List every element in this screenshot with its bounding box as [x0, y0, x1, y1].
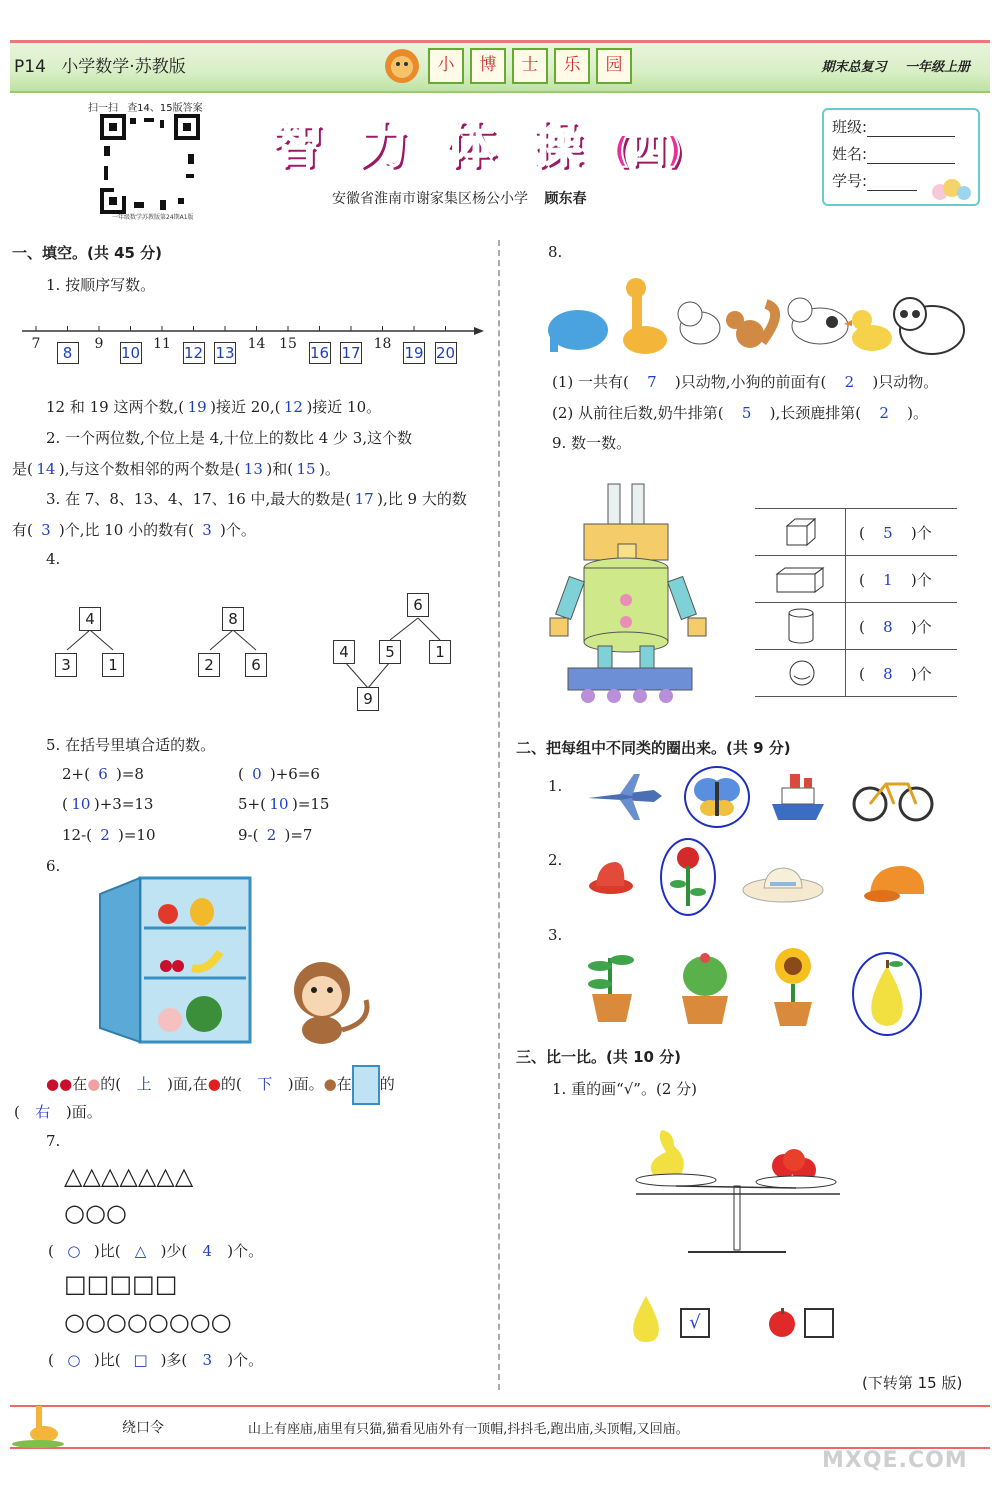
- ship-icon: [768, 766, 828, 824]
- tree1-top: 4: [79, 607, 101, 631]
- unit-4: )个: [910, 665, 932, 683]
- eq-2-b: )+6=6: [269, 765, 320, 783]
- class-label: 班级:: [832, 118, 868, 136]
- page-header-left: [14, 52, 186, 77]
- eq-2: [238, 765, 320, 783]
- name-label: 姓名:: [832, 145, 868, 163]
- eq-5: [62, 826, 156, 844]
- apple-check-box[interactable]: [804, 1308, 834, 1338]
- number-line-answer-box[interactable]: 19: [404, 344, 424, 362]
- eq-6-b: )=7: [284, 826, 313, 844]
- header-tile-3: 士: [512, 48, 548, 84]
- q4-label: 4.: [46, 550, 61, 568]
- potted-plant-icon: [584, 938, 640, 1026]
- eq-5-a: 12-(: [62, 826, 93, 844]
- author-name: 顾东春: [544, 191, 587, 207]
- eq-4-a: 5+(: [238, 795, 266, 813]
- q1b-line: [46, 396, 381, 417]
- q6-text-a: 在: [72, 1075, 88, 1093]
- pear-icon: [854, 954, 920, 1034]
- dog-icon: [678, 302, 720, 344]
- balance-scale-illustration: [634, 1126, 844, 1258]
- continue-note: (下转第 15 版): [862, 1374, 963, 1392]
- tree1-left[interactable]: 3: [55, 653, 77, 677]
- answer-q2-1[interactable]: 14: [36, 460, 56, 478]
- count-row-sphere: [755, 650, 957, 697]
- answer-eq-6[interactable]: 2: [266, 826, 277, 844]
- number-line-label: 7: [31, 336, 41, 352]
- paren-3: (: [859, 618, 865, 636]
- group-3-label: 3.: [548, 926, 563, 944]
- circle-row-8: ○○○○○○○○: [64, 1308, 232, 1336]
- q6-text-c: )面,在: [167, 1075, 208, 1093]
- q3-text-b: ),比 9 大的数: [377, 490, 467, 508]
- animal-deco-icon: [930, 176, 972, 202]
- apple-icon: ●: [207, 1075, 221, 1093]
- q7-line-2: [48, 1349, 263, 1370]
- fridge-icon: [352, 1065, 380, 1105]
- rose-icon: [662, 840, 714, 914]
- q8a-text-2: )只动物,小狗的前面有(: [674, 373, 827, 391]
- tree3-bottom: 9: [357, 687, 379, 711]
- number-line-answer-box[interactable]: 20: [435, 344, 456, 362]
- butterfly-icon: [686, 768, 748, 826]
- unit-3: )个: [910, 618, 932, 636]
- q1b-text-a: 12 和 19 这两个数,(: [46, 398, 185, 416]
- eq-6: [238, 826, 312, 844]
- group-2-label: 2.: [548, 851, 563, 869]
- q7-label: 7.: [46, 1132, 61, 1150]
- lion-mascot-icon: [380, 46, 424, 86]
- circle-row-3: ○○○: [64, 1199, 127, 1227]
- q2-text-c: )和(: [266, 460, 294, 478]
- q6-text-h: (: [14, 1103, 20, 1121]
- section-1-title: 一、填空。(共 45 分): [12, 244, 163, 262]
- sun-hat-icon: [740, 862, 826, 910]
- answer-q7-3[interactable]: 4: [202, 1242, 213, 1260]
- q3-text-c: 有(: [12, 521, 33, 539]
- animals-row: [540, 270, 970, 362]
- header-tile-2: 博: [470, 48, 506, 84]
- answer-q6-3[interactable]: 右: [35, 1103, 51, 1121]
- answer-sphere-count[interactable]: 8: [883, 665, 893, 683]
- footer-label: 绕口令: [122, 1420, 164, 1436]
- eq-4: [238, 795, 329, 813]
- title-char-2: 力: [358, 116, 409, 174]
- tree2-top: 8: [222, 607, 244, 631]
- tree3-c[interactable]: 1: [429, 640, 451, 664]
- tree3-a[interactable]: 4: [333, 640, 355, 664]
- answer-cuboid-count[interactable]: 1: [883, 571, 893, 589]
- q1b-text-b: )接近 20,(: [210, 398, 281, 416]
- q2-line-1: 2. 一个两位数,个位上是 4,十位上的数比 4 少 3,这个数: [46, 429, 413, 447]
- q8b-text-3: )。: [907, 404, 928, 422]
- panda-icon: [894, 298, 964, 354]
- answer-q8-1[interactable]: 7: [647, 373, 657, 391]
- sunflower-icon: [768, 944, 818, 1028]
- answer-q8-2[interactable]: 2: [844, 373, 855, 391]
- q1b-text-c: )接近 10。: [306, 398, 382, 416]
- answer-q3-3[interactable]: 3: [202, 521, 212, 539]
- section-2-title: 二、把每组中不同类的圈出来。(共 9 分): [516, 739, 791, 757]
- count-row-cylinder: [755, 603, 957, 650]
- unit-1: )个: [910, 524, 932, 542]
- watermark: MXQE.COM: [822, 1448, 968, 1473]
- number-line-answer-box[interactable]: 16: [309, 344, 330, 362]
- page-header-right: [821, 56, 970, 75]
- q7a-text-4: )个。: [227, 1242, 264, 1260]
- cactus-icon: [674, 950, 736, 1026]
- answer-q3-1[interactable]: 17: [354, 490, 374, 508]
- q6-line-2: [14, 1101, 102, 1122]
- answer-q8-4[interactable]: 2: [879, 404, 889, 422]
- qr-small-text: 一年级数学苏教版第24期A1版: [112, 214, 194, 221]
- number-line-answer-box[interactable]: 12: [183, 344, 204, 362]
- q1-text: 1. 按顺序写数。: [46, 276, 156, 294]
- q6-text-g: 的: [379, 1075, 395, 1093]
- page-title: [272, 105, 682, 177]
- duck-icon: [844, 310, 892, 351]
- eq-3-b: )+3=13: [93, 795, 154, 813]
- q6-label: 6.: [46, 857, 61, 875]
- tongue-twister-text: 山上有座庙,庙里有只猫,猫看见庙外有一顶帽,抖抖毛,跑出庙,头顶帽,又回庙。: [248, 1422, 689, 1437]
- q8-line-1: [552, 371, 938, 392]
- eq-3-a: (: [62, 795, 68, 813]
- answer-eq-3[interactable]: 10: [71, 795, 91, 813]
- name-field[interactable]: [832, 143, 970, 164]
- page-number: P14: [14, 57, 46, 77]
- answer-q7-1[interactable]: ○: [67, 1242, 81, 1260]
- cap-icon: [862, 860, 934, 910]
- fridge-illustration: [96, 872, 382, 1052]
- q6-text-i: )面。: [65, 1103, 102, 1121]
- q2-text-d: )。: [319, 460, 340, 478]
- q8-line-2: [552, 402, 928, 423]
- q9-label: 9. 数一数。: [552, 434, 632, 452]
- number-line-label: 11: [153, 336, 171, 352]
- count-row-cuboid: [755, 556, 957, 603]
- robot-illustration: [540, 478, 716, 704]
- giraffe-footer-icon: [8, 1400, 68, 1448]
- paren-2: (: [859, 571, 865, 589]
- q7a-text-3: )少(: [160, 1242, 188, 1260]
- q7b-text-2: )比(: [93, 1351, 121, 1369]
- title-number: (四): [613, 130, 683, 171]
- title-char-3: 体: [445, 116, 496, 174]
- number-line-answer-box[interactable]: 8: [57, 342, 79, 364]
- tree3-b: 5: [379, 640, 401, 664]
- header-tile-5: 园: [596, 48, 632, 84]
- q5-text: 5. 在括号里填合适的数。: [46, 736, 216, 754]
- q3-line-2: [12, 519, 256, 540]
- q8-label: 8.: [548, 243, 563, 261]
- q6-text-f: 在: [336, 1075, 352, 1093]
- column-divider: [498, 240, 500, 1390]
- tree3-top: 6: [407, 593, 429, 617]
- answer-eq-5[interactable]: 2: [100, 826, 110, 844]
- cylinder-icon: [787, 607, 815, 645]
- eq-6-a: 9-(: [238, 826, 259, 844]
- answer-q7-4[interactable]: ○: [67, 1351, 81, 1369]
- tree1-right: 1: [102, 653, 124, 677]
- answer-q2-2[interactable]: 13: [243, 460, 263, 478]
- cherry-icon: ●●: [46, 1075, 73, 1093]
- q3-text-d: )个,比 10 小的数有(: [58, 521, 194, 539]
- sphere-icon: [787, 658, 817, 688]
- answer-q2-3[interactable]: 15: [296, 460, 316, 478]
- number-line-answer-box[interactable]: 13: [215, 344, 235, 362]
- answer-eq-1[interactable]: 6: [98, 765, 108, 783]
- answer-q6-2[interactable]: 下: [257, 1075, 273, 1093]
- answer-q6-1[interactable]: 上: [136, 1075, 152, 1093]
- q7b-text-1: (: [48, 1351, 54, 1369]
- q7a-text-1: (: [48, 1242, 54, 1260]
- paren-1: (: [859, 524, 865, 542]
- peach-icon: ●: [87, 1075, 101, 1093]
- bicycle-icon: [852, 768, 934, 824]
- eq-4-b: )=15: [291, 795, 330, 813]
- q2-text-a: 是(: [12, 460, 33, 478]
- answer-circle-rose[interactable]: [660, 838, 716, 916]
- eq-1-a: 2+(: [62, 765, 90, 783]
- q6-line-1: [46, 1065, 395, 1105]
- author-line: [332, 188, 586, 208]
- heavy-check-box[interactable]: √: [680, 1308, 710, 1338]
- number-line-label: 15: [279, 336, 297, 352]
- q8a-text-3: )只动物。: [872, 373, 939, 391]
- monkey-icon: ●: [323, 1075, 337, 1093]
- author-school: 安徽省淮南市谢家集区杨公小学: [332, 191, 528, 207]
- answer-eq-4[interactable]: 10: [269, 795, 289, 813]
- qr-check-text: 查14、15版答案: [127, 103, 203, 114]
- header-tile-1: 小: [428, 48, 464, 84]
- answer-q7-5[interactable]: □: [133, 1351, 148, 1369]
- tree2-left: 2: [198, 653, 220, 677]
- answer-circle-butterfly[interactable]: [684, 766, 750, 828]
- q7a-text-2: )比(: [93, 1242, 121, 1260]
- q6-text-b: 的(: [100, 1075, 122, 1093]
- q6-text-e: )面。: [287, 1075, 324, 1093]
- number-line-answer-box[interactable]: 10: [120, 344, 141, 362]
- qr-caption: [88, 99, 203, 114]
- tree2-right[interactable]: 6: [245, 653, 267, 677]
- answer-circle-pear[interactable]: [852, 952, 922, 1036]
- q8b-text-2: ),长颈鹿排第(: [769, 404, 862, 422]
- elephant-icon: [548, 310, 608, 352]
- answer-eq-2[interactable]: 0: [252, 765, 262, 783]
- shape-count-table: [755, 508, 957, 697]
- giraffe-icon: [623, 278, 667, 354]
- cow-icon: [788, 298, 848, 344]
- answer-q1b-1[interactable]: 19: [187, 398, 207, 416]
- q3-line-1: [46, 488, 467, 509]
- q3-text-a: 3. 在 7、8、13、4、17、16 中,最大的数是(: [46, 490, 352, 508]
- group-1-label: 1.: [548, 777, 563, 795]
- triangle-row: △△△△△△△: [64, 1162, 194, 1190]
- answer-cylinder-count[interactable]: 8: [883, 618, 893, 636]
- header-tile-4: 乐: [554, 48, 590, 84]
- number-line-label: 18: [373, 336, 392, 352]
- apple-small-icon: [766, 1304, 798, 1338]
- q7-line-1: [48, 1240, 263, 1261]
- answer-q1b-2[interactable]: 12: [283, 398, 303, 416]
- answer-cube-count[interactable]: 5: [883, 524, 893, 542]
- paren-4: (: [859, 665, 865, 683]
- answer-q7-6[interactable]: 3: [202, 1351, 213, 1369]
- airplane-icon: [584, 768, 664, 828]
- eq-5-b: )=10: [118, 826, 156, 844]
- squirrel-icon: [726, 304, 775, 348]
- answer-q7-2[interactable]: △: [134, 1242, 147, 1260]
- q6-text-d: 的(: [220, 1075, 242, 1093]
- red-hat-icon: [586, 852, 636, 900]
- q2-line-2: [12, 458, 340, 479]
- q7b-text-4: )个。: [227, 1351, 264, 1369]
- qr-scan-text: 扫一扫: [88, 103, 118, 114]
- s3-q1-text: 1. 重的画“√”。(2 分): [552, 1080, 697, 1098]
- number-line-label: 9: [94, 336, 104, 352]
- eq-2-a: (: [238, 765, 244, 783]
- q3-text-e: )个。: [219, 521, 256, 539]
- number-line-answer-box[interactable]: 17: [341, 344, 361, 362]
- id-label: 学号:: [832, 172, 868, 190]
- section-3-title: 三、比一比。(共 10 分): [516, 1048, 682, 1066]
- count-row-cube: [755, 508, 957, 556]
- review-label: 期末总复习: [821, 60, 887, 75]
- number-line: [22, 320, 484, 370]
- square-row: □□□□□: [64, 1270, 178, 1298]
- eq-3: [62, 795, 153, 813]
- q2-text-b: ),与这个数相邻的两个数是(: [58, 460, 241, 478]
- grade-label: 一年级上册: [904, 60, 970, 75]
- eq-1: [62, 765, 144, 783]
- qr-code-icon[interactable]: [100, 114, 200, 214]
- class-field[interactable]: [832, 116, 970, 137]
- cube-icon: [785, 517, 817, 547]
- answer-q8-3[interactable]: 5: [741, 404, 752, 422]
- title-char-1: 智: [272, 116, 322, 174]
- subject-label: 小学数学·苏教版: [61, 57, 186, 77]
- number-line-label: 14: [247, 336, 266, 352]
- pear-small-icon: [626, 1290, 666, 1346]
- q8a-text-1: (1) 一共有(: [552, 373, 629, 391]
- title-char-4: 操: [532, 116, 583, 174]
- unit-2: )个: [910, 571, 932, 589]
- eq-1-b: )=8: [115, 765, 144, 783]
- answer-q3-2[interactable]: 3: [41, 521, 51, 539]
- cuboid-icon: [775, 566, 825, 594]
- q8b-text-1: (2) 从前往后数,奶牛排第(: [552, 404, 724, 422]
- q7b-text-3: )多(: [160, 1351, 188, 1369]
